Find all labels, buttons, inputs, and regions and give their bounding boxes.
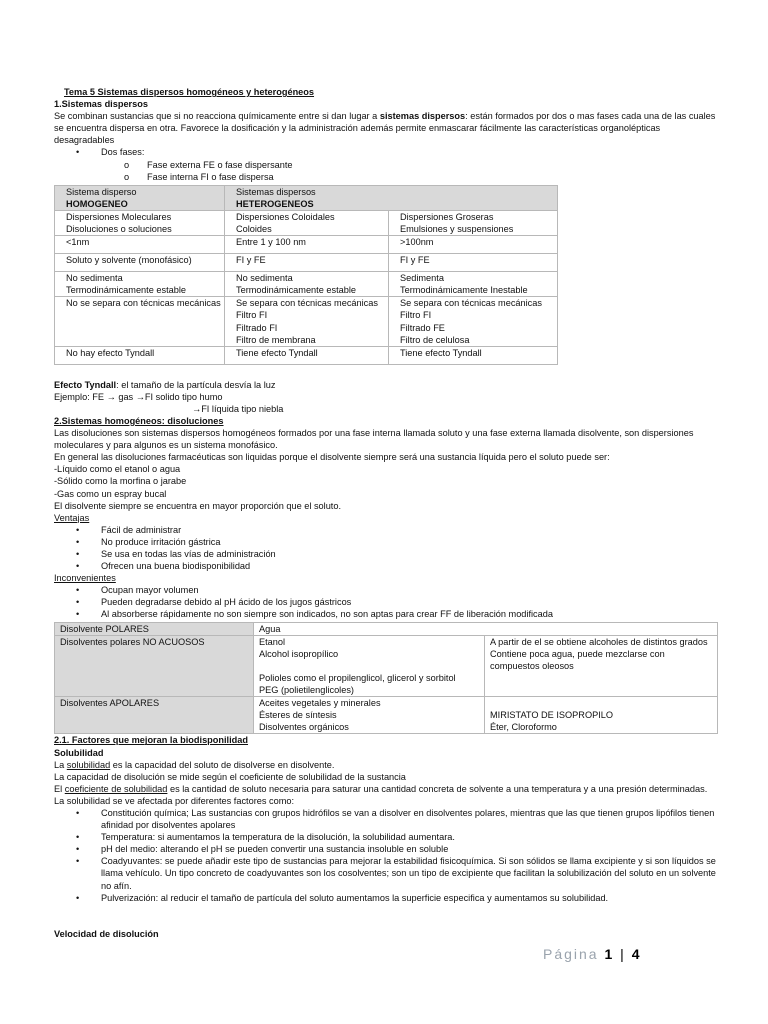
- tyndall-example-2: →FI líquida tipo niebla: [192, 403, 284, 414]
- table-cell: Soluto y solvente (monofásico): [55, 254, 225, 272]
- solubilidad-heading: Solubilidad: [54, 747, 104, 758]
- table-cell: FI y FE: [389, 254, 558, 272]
- table-cell: Se separa con técnicas mecánicas Filtro FI Filtrado FE Filtro de celulosa: [389, 297, 558, 346]
- paragraph: La capacidad de disolución se mide según el coeficiente de solubilidad de la sustancia: [54, 771, 406, 782]
- table-cell: Disolvente POLARES: [55, 622, 254, 635]
- table-cell: Dispersiones Coloidales Coloides: [225, 210, 389, 235]
- table-cell: >100nm: [389, 236, 558, 254]
- paragraph: -Sólido como la morfina o jarabe: [54, 476, 187, 487]
- table-row: [55, 346, 558, 364]
- list-item: • Pueden degradarse debido al pH ácido de los jugos gástricos: [54, 596, 718, 608]
- table-cell: Sedimenta Termodinámicamente Inestable: [389, 272, 558, 297]
- velocidad-heading: Velocidad de disolución: [54, 928, 159, 939]
- table-row: [55, 297, 558, 346]
- paragraph: La solubilidad es la capacidad del soluto de disolverse en disolvente.: [54, 759, 335, 770]
- factors-list: [54, 807, 718, 904]
- list-item: • Al absorberse rápidamente no son siempre son indicados, no son aptas para crear FF de liberación modificada: [54, 608, 718, 620]
- paragraph: El disolvente siempre se encuentra en mayor proporción que el soluto.: [54, 500, 342, 511]
- table-row: [55, 254, 558, 272]
- paragraph: El coeficiente de solubilidad es la cantidad de soluto necesaria para saturar una cantidad concreta de solvente a una temperatura y a una presión determinadas.: [54, 783, 708, 794]
- list-item: • Constitución química; Las sustancias con grupos hidrófilos se van a disolver en disolventes polares, mientras que las que tienen grupos lipófilos tienen afinidad por disolventes apolares: [54, 807, 718, 831]
- table-cell: MIRISTATO DE ISOPROPILO Éter, Cloroformo: [485, 697, 718, 734]
- list-item: • pH del medio: alterando el pH se pueden convertir una sustancia insoluble en soluble: [54, 843, 718, 855]
- table-cell: Agua: [254, 622, 718, 635]
- table-cell: Se separa con técnicas mecánicas Filtro FI Filtrado FI Filtro de membrana: [225, 297, 389, 346]
- list-item: • Pulverización: al reducir el tamaño de partícula del soluto aumentamos la superficie especifica y aumentamos su solubilidad.: [54, 892, 718, 904]
- page-total: 4: [631, 946, 642, 962]
- table-cell: Disolventes polares NO ACUOSOS: [55, 635, 254, 696]
- table-cell: Disolventes APOLARES: [55, 697, 254, 734]
- table-cell: No sedimenta Termodinámicamente estable: [225, 272, 389, 297]
- table-cell: Etanol Alcohol isopropílico Polioles como el propilenglicol, glicerol y sorbitol PEG (polietilenglicoles): [254, 635, 485, 696]
- table-header-cell: Sistemas dispersos HETEROGENEOS: [225, 185, 558, 210]
- table-cell: No se separa con técnicas mecánicas: [55, 297, 225, 346]
- table-row: [55, 236, 558, 254]
- table-header-row: [55, 185, 558, 210]
- list-item: • Coadyuvantes: se puede añadir este tipo de sustancias para mejorar la estabilidad fisicoquímica. Si son sólidos se llama excipiente y si son líquidos se llama vehículo. Un tipo concreto de coadyuvantes son los cosolventes; son un tipo de excipiente que facilitan la solubilización del soluto en un solvente no afín.: [54, 855, 718, 891]
- table-cell: No sedimenta Termodinámicamente estable: [55, 272, 225, 297]
- table-cell: Aceites vegetales y minerales Ésteres de síntesis Disolventes orgánicos: [254, 697, 485, 734]
- list-item: • Fácil de administrar: [54, 524, 718, 536]
- table-cell: FI y FE: [225, 254, 389, 272]
- section-1-paragraph: Se combinan sustancias que si no reacciona químicamente entre si dan lugar a sistemas dispersos: están formados por dos o mas fases cada una de las cuales se encuentra dispersa en otra. Favorece la dosificación y la administración además permite enmascarar fácilmente las características organolépticas desagradables: [54, 111, 716, 146]
- table-row: [55, 622, 718, 635]
- table-row: [55, 210, 558, 235]
- table-cell: A partir de el se obtiene alcoholes de distintos grados Contiene poca agua, puede mezclarse con compuestos oleosos: [485, 635, 718, 696]
- table-row: [55, 697, 718, 734]
- list-item: • Se usa en todas las vías de administración: [54, 548, 718, 560]
- ventajas-heading: Ventajas: [54, 512, 90, 523]
- list-item: • Dos fases:: [54, 146, 718, 158]
- paragraph: Las disoluciones son sistemas dispersos homogéneos formados por una fase interna llamada soluto y una fase externa llamada disolvente, son dispersiones moleculares y para algunos es un sistema monofásico.: [54, 428, 694, 451]
- table-cell: Tiene efecto Tyndall: [389, 346, 558, 364]
- table-cell: Tiene efecto Tyndall: [225, 346, 389, 364]
- page-separator: |: [620, 946, 626, 962]
- paragraph: -Gas como un espray bucal: [54, 488, 167, 499]
- paragraph: En general las disoluciones farmacéuticas son liquidas porque el disolvente siempre será una sustancia líquida pero el soluto puede ser:: [54, 452, 610, 463]
- tyndall-definition: Efecto Tyndall: el tamaño de la partícula desvía la luz: [54, 379, 276, 390]
- list-item: o Fase externa FE o fase dispersante: [54, 159, 718, 171]
- paragraph: -Líquido como el etanol o agua: [54, 464, 181, 475]
- table-cell: Dispersiones Groseras Emulsiones y suspensiones: [389, 210, 558, 235]
- list-item: • No produce irritación gástrica: [54, 536, 718, 548]
- list-item: • Ofrecen una buena biodisponibilidad: [54, 560, 718, 572]
- page-label: Página: [543, 946, 599, 962]
- inconvenientes-list: [54, 584, 718, 620]
- table-cell: Entre 1 y 100 nm: [225, 236, 389, 254]
- tyndall-example: Ejemplo: FE → gas →FI solido tipo humo: [54, 391, 223, 402]
- inconvenientes-heading: Inconvenientes: [54, 573, 116, 584]
- document-title: Tema 5 Sistemas dispersos homogéneos y heterogéneos: [64, 87, 315, 97]
- table-cell: Dispersiones Moleculares Disoluciones o soluciones: [55, 210, 225, 235]
- section-2-1-heading: 2.1. Factores que mejoran la biodisponilidad: [54, 735, 249, 746]
- page-footer: [543, 946, 642, 962]
- section-2-heading: 2.Sistemas homogéneos: disoluciones: [54, 415, 224, 426]
- solvents-table: [54, 622, 718, 735]
- paragraph: La solubilidad se ve afectada por diferentes factores como:: [54, 795, 295, 806]
- table-header-cell: Sistema disperso HOMOGENEO: [55, 185, 225, 210]
- document-page: [54, 86, 718, 940]
- list-item: o Fase interna FI o fase dispersa: [54, 171, 718, 183]
- dispersion-systems-table: [54, 185, 558, 365]
- table-cell: <1nm: [55, 236, 225, 254]
- ventajas-list: [54, 524, 718, 572]
- page-number: 1: [604, 946, 615, 962]
- section-1-heading: 1.Sistemas dispersos: [54, 99, 148, 110]
- table-cell: No hay efecto Tyndall: [55, 346, 225, 364]
- list-item: • Ocupan mayor volumen: [54, 584, 718, 596]
- table-row: [55, 635, 718, 696]
- list-item: • Temperatura: si aumentamos la temperatura de la disolución, la solubilidad aumentara.: [54, 831, 718, 843]
- table-row: [55, 272, 558, 297]
